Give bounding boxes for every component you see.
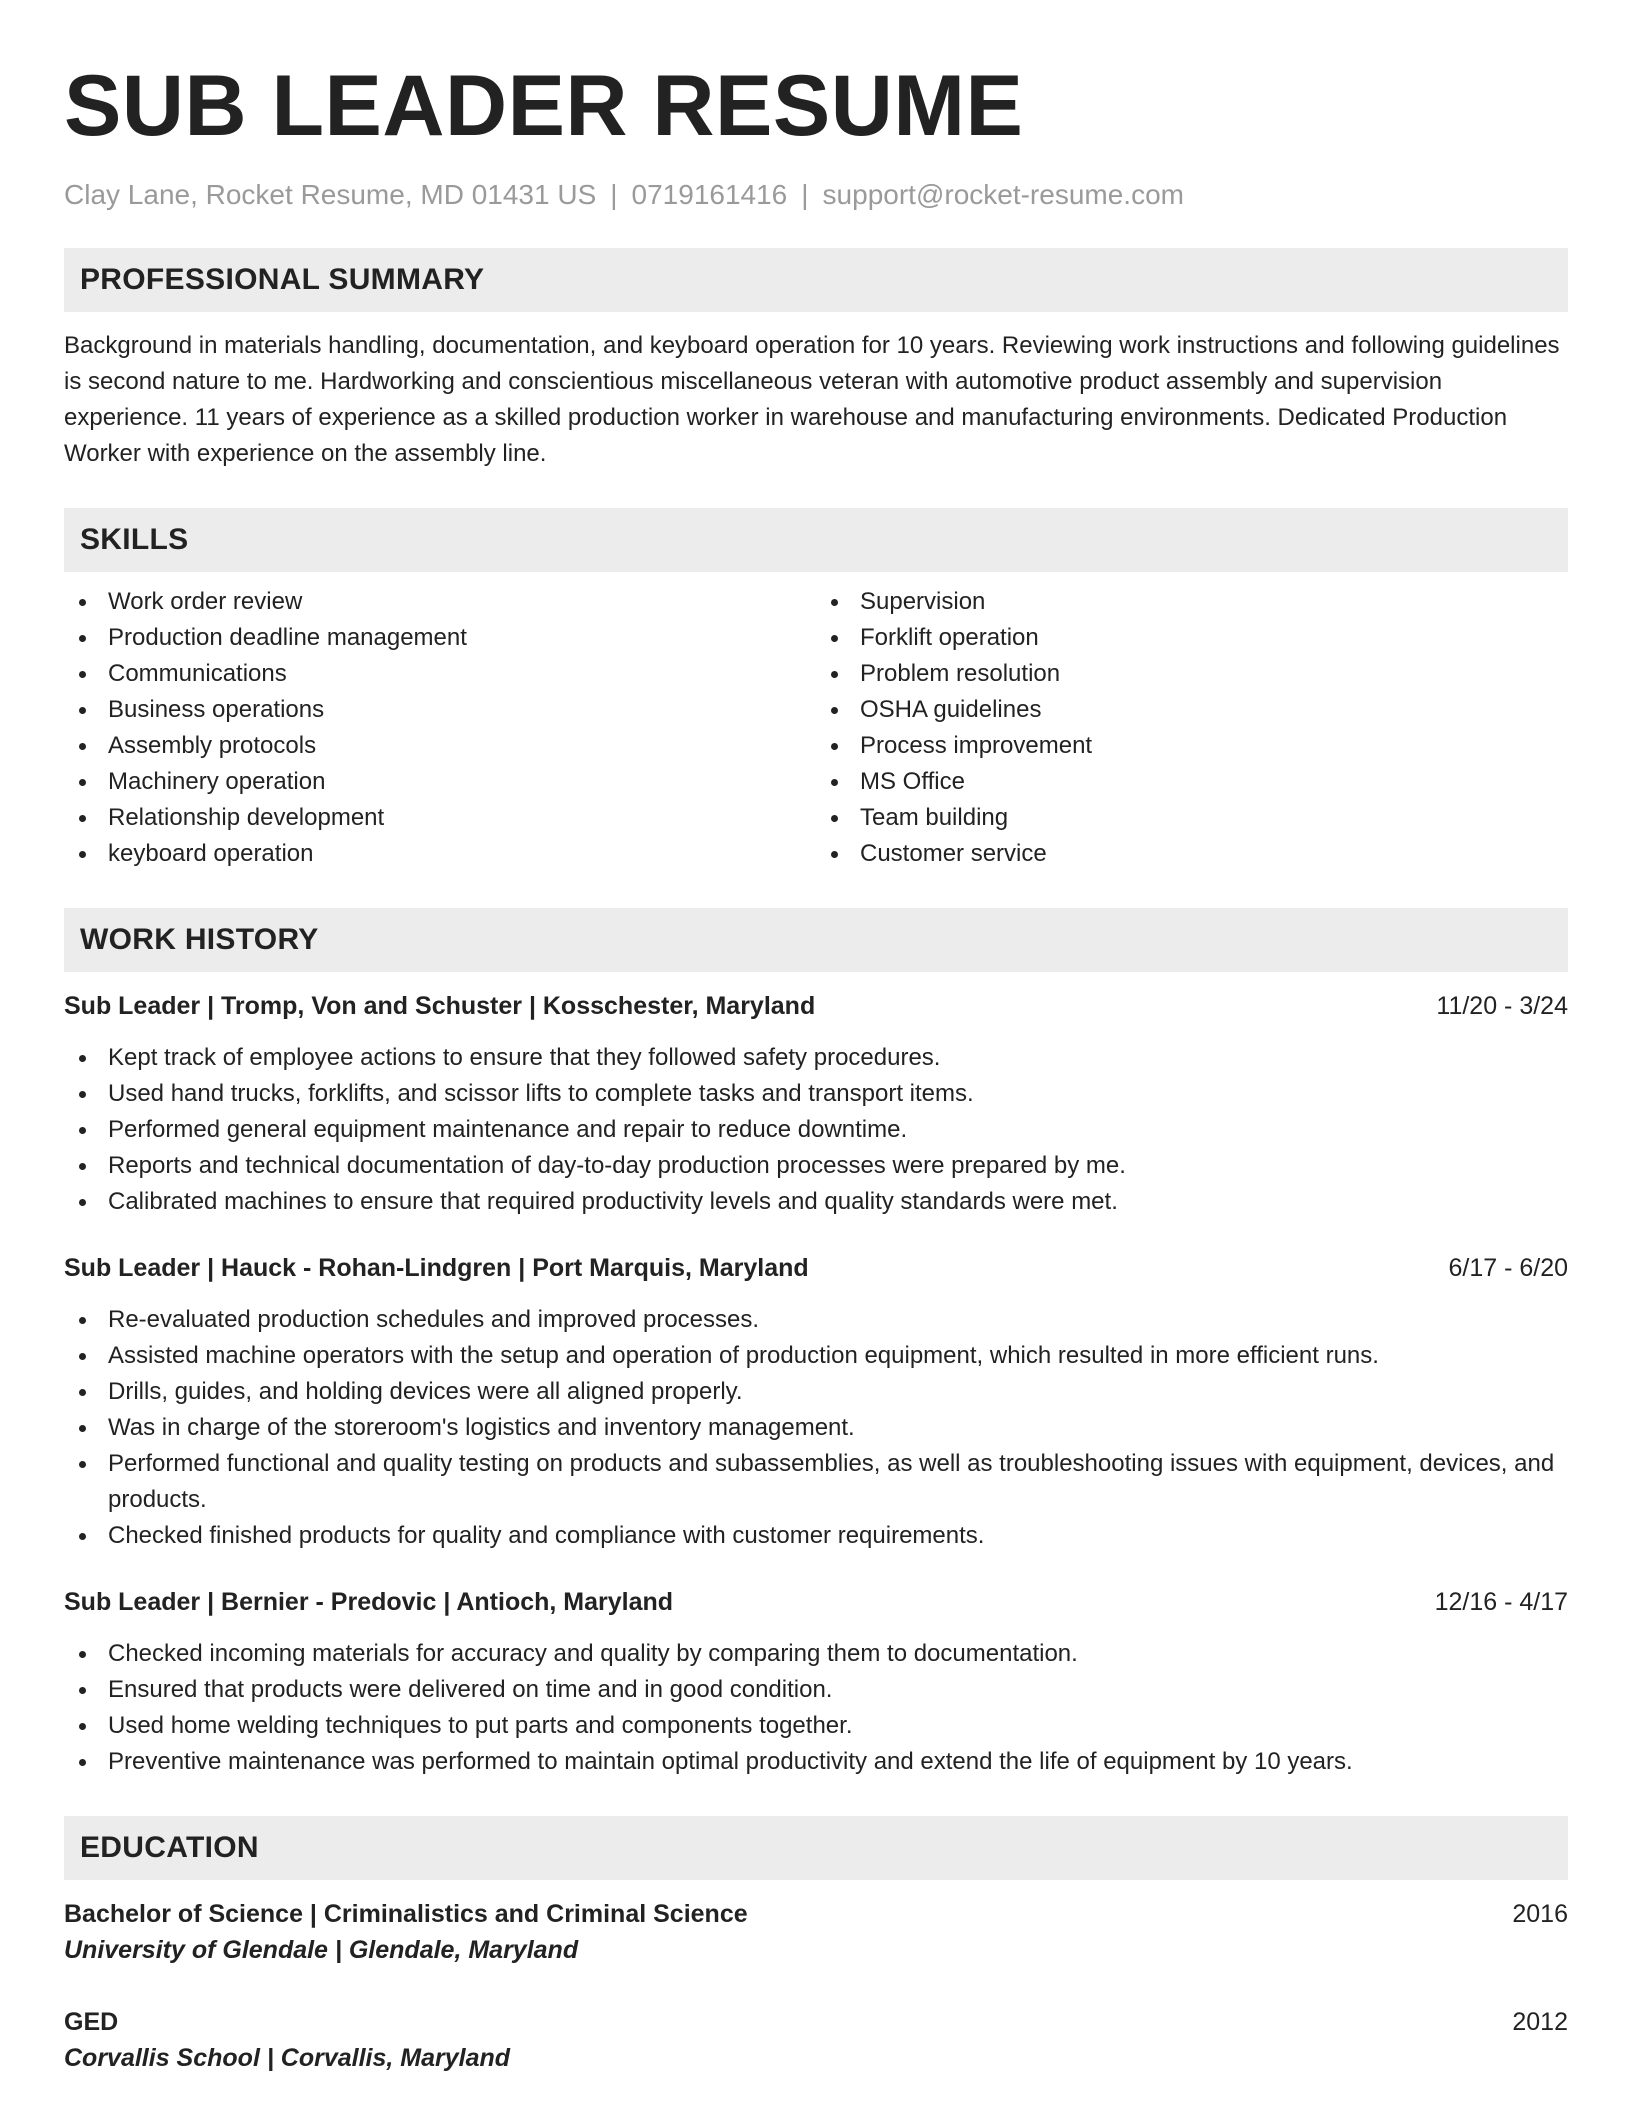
- skill-item: Problem resolution: [816, 656, 1568, 692]
- school: Corvallis School | Corvallis, Maryland: [64, 2044, 511, 2072]
- job-header: [64, 1250, 1568, 1286]
- job-title: Sub Leader | Bernier - Predovic | Antioch, Maryland: [64, 1588, 674, 1616]
- skill-item: Forklift operation: [816, 620, 1568, 656]
- skill-item: Team building: [816, 800, 1568, 836]
- job-title: Sub Leader | Tromp, Von and Schuster | Kosschester, Maryland: [64, 992, 816, 1020]
- graduation-year: 2016: [1512, 1900, 1568, 1928]
- skill-item: Relationship development: [64, 800, 816, 836]
- education-header: [64, 1896, 1568, 1932]
- skill-item: Customer service: [816, 836, 1568, 872]
- duty-item: Calibrated machines to ensure that required productivity levels and quality standards were met.: [64, 1184, 1568, 1220]
- duty-item: Kept track of employee actions to ensure that they followed safety procedures.: [64, 1040, 1568, 1076]
- work-history: [64, 988, 1568, 1780]
- school: University of Glendale | Glendale, Maryland: [64, 1936, 579, 1964]
- section-heading-summary: PROFESSIONAL SUMMARY: [64, 248, 1568, 312]
- job-entry: [64, 1250, 1568, 1554]
- contact-separator: |: [801, 179, 809, 210]
- job-header: [64, 988, 1568, 1024]
- skills-column-left: [64, 584, 816, 872]
- skill-item: MS Office: [816, 764, 1568, 800]
- education-header: [64, 2004, 1568, 2040]
- duty-item: Performed general equipment maintenance and repair to reduce downtime.: [64, 1112, 1568, 1148]
- skill-item: Machinery operation: [64, 764, 816, 800]
- job-dates: 11/20 - 3/24: [1436, 992, 1568, 1020]
- skill-item: Production deadline management: [64, 620, 816, 656]
- job-entry: [64, 1584, 1568, 1780]
- contact-line: [64, 178, 1568, 212]
- job-dates: 6/17 - 6/20: [1448, 1254, 1568, 1282]
- job-title: Sub Leader | Hauck - Rohan-Lindgren | Port Marquis, Maryland: [64, 1254, 809, 1282]
- skill-item: Work order review: [64, 584, 816, 620]
- contact-separator: |: [610, 179, 618, 210]
- skill-item: OSHA guidelines: [816, 692, 1568, 728]
- job-duties: [64, 1040, 1568, 1220]
- skill-item: Business operations: [64, 692, 816, 728]
- duty-item: Preventive maintenance was performed to maintain optimal productivity and extend the life of equipment by 10 years.: [64, 1744, 1568, 1780]
- section-heading-education: EDUCATION: [64, 1816, 1568, 1880]
- job-dates: 12/16 - 4/17: [1434, 1588, 1568, 1616]
- summary-text: Background in materials handling, documentation, and keyboard operation for 10 years. Reviewing work instructions and following guidelines is second nature to me. Hardworking and conscientious miscellaneous veteran with automotive product assembly and supervision experience. 11 years of experience as a skilled production worker in warehouse and manufacturing environments. Dedicated Production Worker with experience on the assembly line.: [64, 332, 1560, 467]
- job-header: [64, 1584, 1568, 1620]
- job-entry: [64, 988, 1568, 1220]
- duty-item: Reports and technical documentation of day-to-day production processes were prepared by me.: [64, 1148, 1568, 1184]
- duty-item: Checked finished products for quality and compliance with customer requirements.: [64, 1518, 1568, 1554]
- section-heading-skills: SKILLS: [64, 508, 1568, 572]
- education-entry: [64, 2004, 1568, 2076]
- degree: GED: [64, 2008, 119, 2036]
- skills-list: [64, 584, 1568, 872]
- duty-item: Assisted machine operators with the setup and operation of production equipment, which resulted in more efficient runs.: [64, 1338, 1568, 1374]
- education-entry: [64, 1896, 1568, 1968]
- email-link[interactable]: support@rocket-resume.com: [822, 179, 1184, 210]
- duty-item: Used home welding techniques to put parts and components together.: [64, 1708, 1568, 1744]
- skill-item: Process improvement: [816, 728, 1568, 764]
- duty-item: Was in charge of the storeroom's logistics and inventory management.: [64, 1410, 1568, 1446]
- section-heading-work-history: WORK HISTORY: [64, 908, 1568, 972]
- degree: Bachelor of Science | Criminalistics and Criminal Science: [64, 1900, 748, 1928]
- skill-item: Communications: [64, 656, 816, 692]
- phone: 0719161416: [631, 179, 788, 210]
- duty-item: Used hand trucks, forklifts, and scissor lifts to complete tasks and transport items.: [64, 1076, 1568, 1112]
- address: Clay Lane, Rocket Resume, MD 01431 US: [64, 179, 597, 210]
- skill-item: Supervision: [816, 584, 1568, 620]
- skill-item: Assembly protocols: [64, 728, 816, 764]
- resume-title: SUB LEADER RESUME: [64, 58, 1024, 154]
- skill-item: keyboard operation: [64, 836, 816, 872]
- job-duties: [64, 1636, 1568, 1780]
- duty-item: Checked incoming materials for accuracy and quality by comparing them to documentation.: [64, 1636, 1568, 1672]
- graduation-year: 2012: [1512, 2008, 1568, 2036]
- duty-item: Drills, guides, and holding devices were all aligned properly.: [64, 1374, 1568, 1410]
- duty-item: Re-evaluated production schedules and improved processes.: [64, 1302, 1568, 1338]
- duty-item: Performed functional and quality testing on products and subassemblies, as well as troubleshooting issues with equipment, devices, and products.: [64, 1446, 1568, 1518]
- duty-item: Ensured that products were delivered on time and in good condition.: [64, 1672, 1568, 1708]
- skills-column-right: [816, 584, 1568, 872]
- job-duties: [64, 1302, 1568, 1554]
